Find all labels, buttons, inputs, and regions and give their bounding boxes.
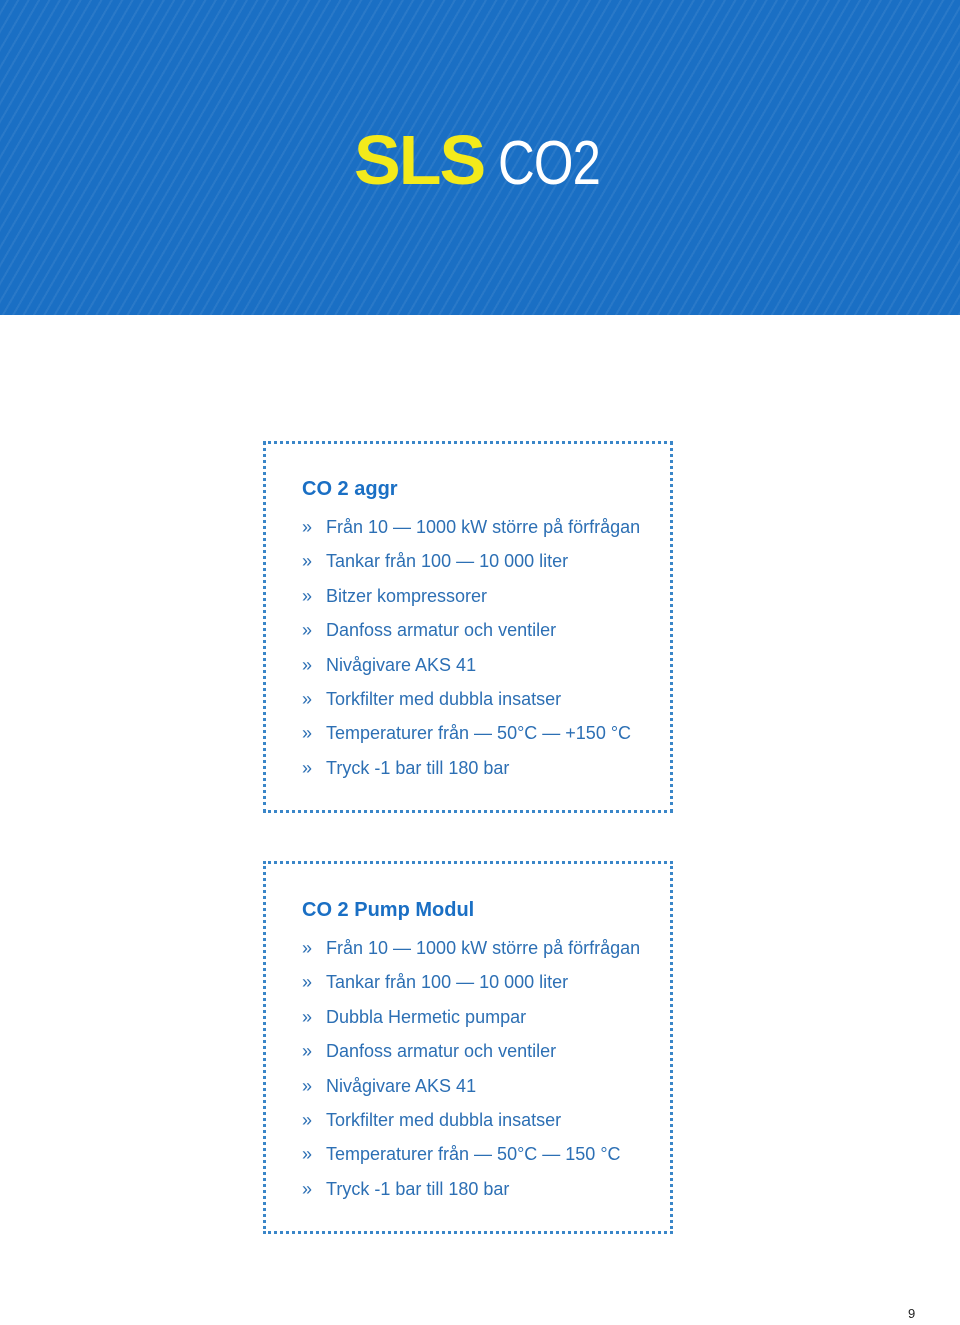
list-item-text: Temperaturer från — 50°C — +150 °C [326, 723, 632, 744]
title-brand: SLS [354, 121, 485, 199]
title-suffix: CO2 [498, 129, 601, 198]
page-title [354, 120, 623, 200]
list-item-text: Dubbla Hermetic pumpar [326, 1006, 527, 1027]
section-heading: CO 2 aggr [302, 478, 398, 500]
list-item [302, 544, 640, 578]
list-item-text: Från 10 — 1000 kW större på förfrågan [326, 517, 641, 537]
list-item [302, 579, 640, 613]
list-item [302, 1000, 640, 1034]
list-item-text: Från 10 — 1000 kW större på förfrågan [326, 938, 641, 958]
list-item [302, 716, 640, 750]
spec-list [302, 510, 640, 785]
list-item-text: Torkfilter med dubbla insatser [326, 1109, 562, 1130]
bullet-glyph: » [302, 1006, 313, 1027]
list-item-text: Tankar från 100 — 10 000 liter [326, 972, 569, 993]
list-item [302, 613, 640, 647]
bullet-glyph: » [302, 517, 313, 537]
list-item [302, 1172, 640, 1206]
page-number: 9 [908, 1306, 916, 1321]
bullet-glyph: » [302, 1178, 313, 1199]
header-band [0, 0, 960, 315]
spec-box-co2-aggr [263, 441, 673, 813]
list-item [302, 1069, 640, 1103]
bullet-glyph: » [302, 620, 313, 641]
list-item-text: Tankar från 100 — 10 000 liter [326, 551, 569, 572]
spec-list [302, 931, 640, 1206]
list-item-text: Bitzer kompressorer [326, 585, 488, 606]
list-item [302, 965, 640, 999]
list-item-text: Nivågivare AKS 41 [326, 654, 477, 675]
list-item-text: Tryck -1 bar till 180 bar [326, 757, 510, 778]
bullet-glyph: » [302, 1109, 313, 1130]
section-heading: CO 2 Pump Modul [302, 899, 475, 921]
bullet-glyph: » [302, 757, 313, 778]
list-item [302, 682, 640, 716]
list-item [302, 1137, 640, 1171]
bullet-glyph: » [302, 585, 313, 606]
list-item [302, 931, 640, 965]
bullet-glyph: » [302, 1041, 313, 1062]
list-item [302, 1103, 640, 1137]
spec-box-co2-pump-modul [263, 861, 673, 1234]
bullet-glyph: » [302, 654, 313, 675]
list-item-text: Nivågivare AKS 41 [326, 1075, 477, 1096]
list-item [302, 510, 640, 544]
list-item-text: Tryck -1 bar till 180 bar [326, 1178, 510, 1199]
list-item [302, 648, 640, 682]
bullet-glyph: » [302, 972, 313, 993]
bullet-glyph: » [302, 1075, 313, 1096]
bullet-glyph: » [302, 938, 313, 958]
bullet-glyph: » [302, 1144, 313, 1165]
list-item-text: Temperaturer från — 50°C — 150 °C [326, 1144, 621, 1165]
list-item-text: Danfoss armatur och ventiler [326, 620, 557, 641]
bullet-glyph: » [302, 551, 313, 572]
list-item-text: Torkfilter med dubbla insatser [326, 688, 562, 709]
list-item [302, 1034, 640, 1068]
bullet-glyph: » [302, 723, 313, 744]
list-item [302, 751, 640, 785]
list-item-text: Danfoss armatur och ventiler [326, 1041, 557, 1062]
bullet-glyph: » [302, 688, 313, 709]
